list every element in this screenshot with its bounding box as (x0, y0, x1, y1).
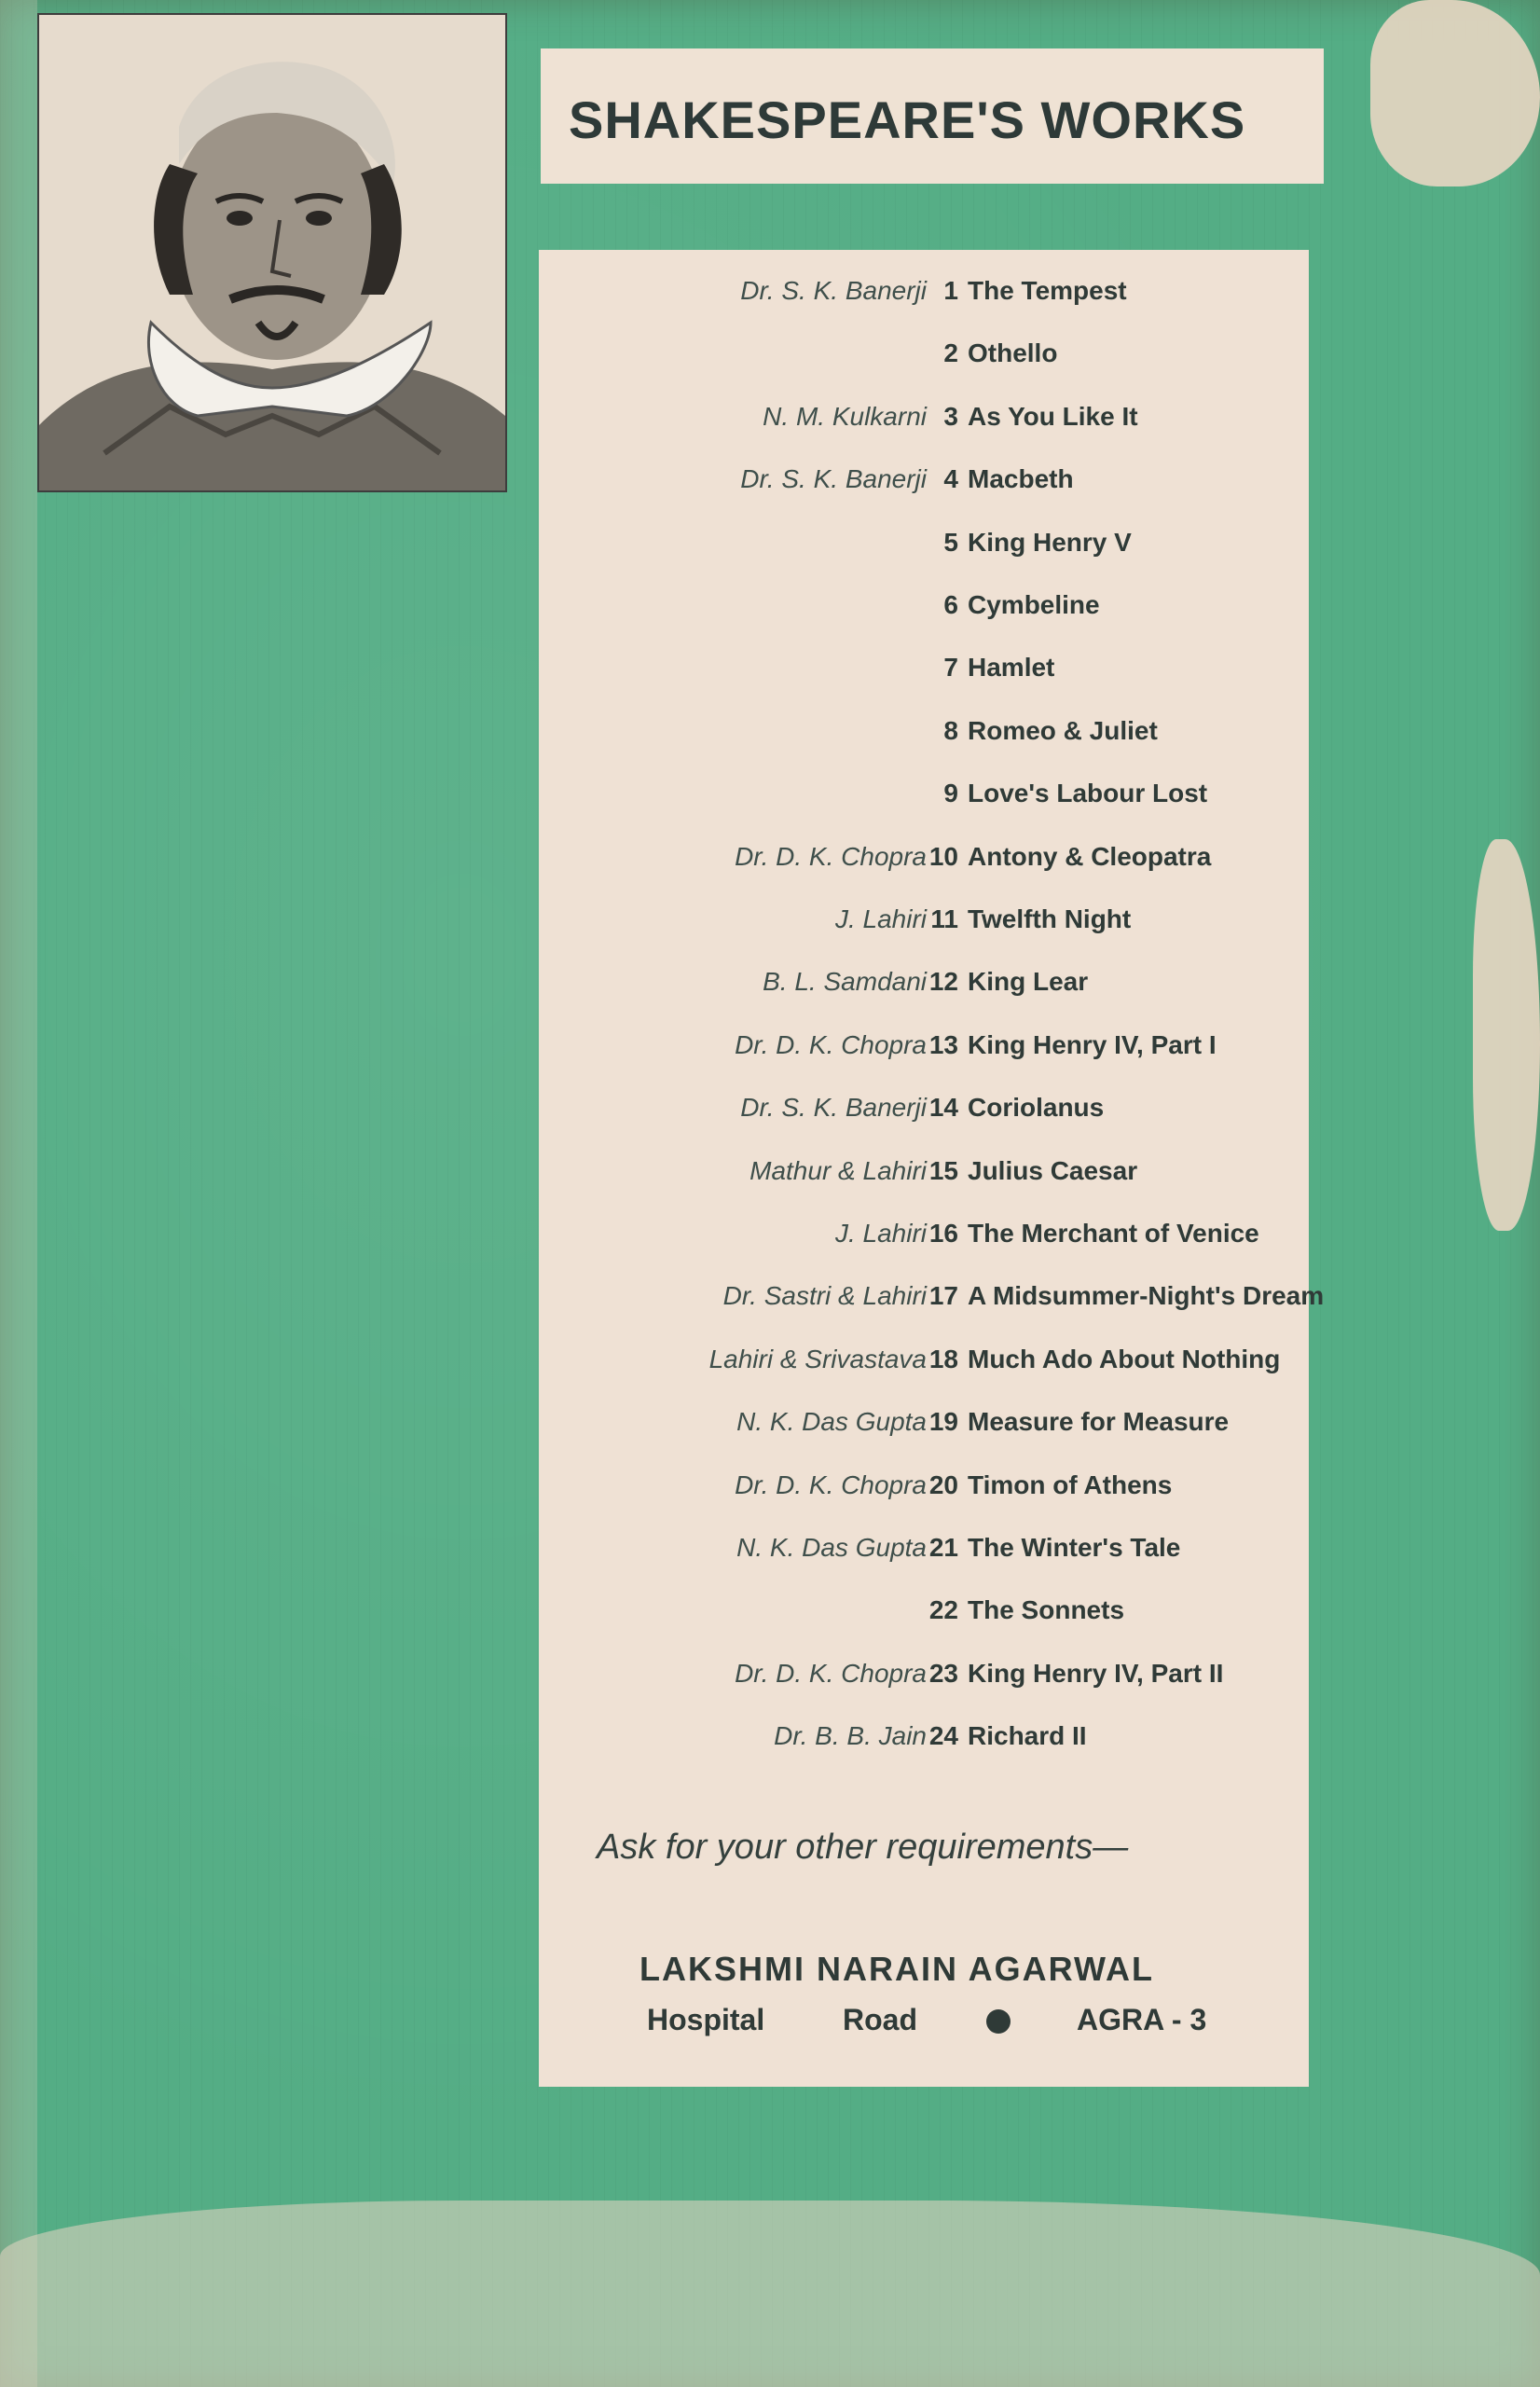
page-title: SHAKESPEARE'S WORKS (569, 90, 1246, 149)
editor-name: B. L. Samdani (763, 967, 927, 997)
editor-name: Dr. S. K. Banerji (740, 464, 927, 494)
list-item (539, 1470, 1309, 1519)
work-number: 11 (930, 904, 958, 933)
work-title: Twelfth Night (968, 904, 1132, 933)
work-title: Hamlet (968, 653, 1055, 683)
editor-name: Dr. D. K. Chopra (735, 1029, 927, 1059)
work-title: Julius Caesar (968, 1155, 1138, 1185)
work-number: 16 (928, 1219, 958, 1248)
worn-edge (0, 2201, 1540, 2387)
list-item (539, 904, 1309, 953)
work-number: 19 (928, 1407, 958, 1437)
work-number: 8 (943, 715, 958, 745)
work-number: 9 (943, 779, 958, 808)
work-number: 15 (928, 1155, 958, 1185)
bullet-icon (986, 2009, 1011, 2034)
list-item (539, 464, 1309, 513)
portrait-frame (37, 13, 507, 492)
work-number: 2 (943, 338, 958, 368)
work-number: 23 (928, 1658, 958, 1688)
work-title: Timon of Athens (968, 1469, 1173, 1499)
work-number: 1 (943, 276, 958, 305)
editor-name: Dr. D. K. Chopra (735, 841, 927, 871)
editor-name: N. M. Kulkarni (763, 401, 927, 431)
list-item (539, 1721, 1309, 1770)
editor-name: Dr. S. K. Banerji (740, 276, 927, 305)
address-line-3: AGRA - 3 (1077, 2003, 1207, 2036)
list-item (539, 716, 1309, 765)
address-line-2: Road (843, 2003, 917, 2036)
work-title: King Henry IV, Part II (968, 1658, 1224, 1688)
editor-name: Dr. D. K. Chopra (735, 1658, 927, 1688)
work-title: Measure for Measure (968, 1407, 1230, 1437)
work-title: Cymbeline (968, 590, 1100, 619)
list-item (539, 1093, 1309, 1141)
editor-name: Dr. Sastri & Lahiri (722, 1281, 927, 1311)
works-list-panel (539, 250, 1325, 2087)
editor-name: N. K. Das Gupta (736, 1533, 927, 1562)
work-title: King Henry IV, Part I (968, 1029, 1217, 1059)
work-title: Coriolanus (968, 1093, 1105, 1123)
work-title: King Henry V (968, 527, 1132, 557)
work-number: 4 (943, 464, 958, 494)
work-title: The Tempest (968, 276, 1127, 305)
work-number: 13 (928, 1029, 958, 1059)
work-number: 17 (928, 1281, 958, 1311)
work-number: 24 (928, 1721, 958, 1751)
work-title: The Merchant of Venice (968, 1219, 1259, 1248)
work-number: 10 (928, 841, 958, 871)
work-title: Much Ado About Nothing (968, 1344, 1281, 1373)
editor-name: Lahiri & Srivastava (708, 1344, 927, 1373)
worn-edge (1473, 839, 1540, 1231)
editor-name: J. Lahiri (834, 1219, 927, 1248)
work-number: 14 (928, 1093, 958, 1123)
list-item (539, 1345, 1309, 1393)
list-item (539, 779, 1309, 827)
work-title: Macbeth (968, 464, 1074, 494)
list-item (539, 590, 1309, 639)
requirements-note: Ask for your other requirements— (597, 1828, 1129, 1867)
work-number: 6 (943, 590, 958, 619)
list-item (539, 1533, 1309, 1581)
work-number: 21 (928, 1533, 958, 1562)
work-title: King Lear (968, 967, 1089, 997)
editor-name: J. Lahiri (834, 904, 927, 933)
address-line-1: Hospital (647, 2003, 765, 2036)
list-item (539, 338, 1309, 387)
work-title: Richard II (968, 1721, 1087, 1751)
list-item (539, 1407, 1309, 1456)
work-number: 12 (928, 967, 958, 997)
editor-name: Dr. D. K. Chopra (735, 1469, 927, 1499)
work-title: Othello (968, 338, 1058, 368)
list-item (539, 1595, 1309, 1644)
list-item (539, 1030, 1309, 1079)
work-number: 18 (928, 1344, 958, 1373)
list-item (539, 1219, 1309, 1267)
list-item (539, 402, 1309, 450)
list-item (539, 1281, 1325, 1330)
work-title: Love's Labour Lost (968, 779, 1208, 808)
list-item (539, 1156, 1309, 1205)
work-title: The Sonnets (968, 1595, 1125, 1625)
work-number: 22 (928, 1595, 958, 1625)
work-title: Antony & Cleopatra (968, 841, 1212, 871)
shakespeare-portrait-icon (39, 15, 505, 490)
work-number: 5 (943, 527, 958, 557)
editor-name: Dr. B. B. Jain (774, 1721, 927, 1751)
list-item (539, 653, 1309, 701)
worn-edge (1370, 0, 1540, 186)
work-title: A Midsummer-Night's Dream (968, 1281, 1325, 1311)
work-number: 20 (928, 1469, 958, 1499)
list-item (539, 1659, 1309, 1707)
work-title: As You Like It (968, 401, 1138, 431)
editor-name: Dr. S. K. Banerji (740, 1093, 927, 1123)
list-item (539, 842, 1309, 890)
editor-name: N. K. Das Gupta (736, 1407, 927, 1437)
list-item (539, 967, 1309, 1015)
work-number: 7 (943, 653, 958, 683)
list-item (539, 276, 1309, 324)
publisher-name: LAKSHMI NARAIN AGARWAL (639, 1950, 1154, 1988)
worn-edge (0, 0, 37, 2387)
list-item (539, 528, 1309, 576)
editor-name: Mathur & Lahiri (749, 1155, 927, 1185)
work-title: Romeo & Juliet (968, 715, 1158, 745)
work-title: The Winter's Tale (968, 1533, 1181, 1562)
title-band (541, 48, 1324, 184)
work-number: 3 (943, 401, 958, 431)
